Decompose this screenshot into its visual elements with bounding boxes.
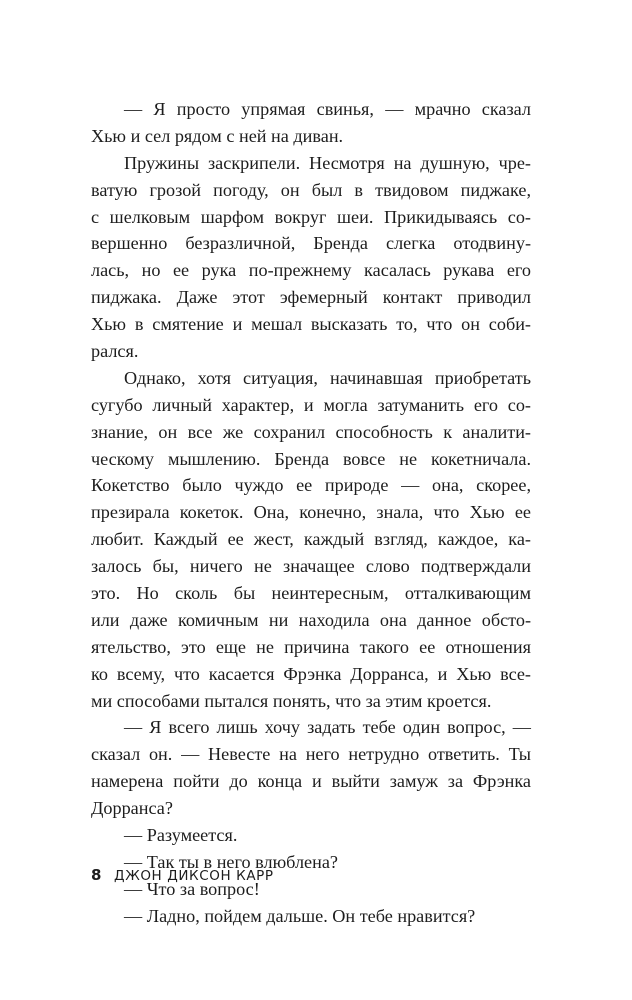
text-line: с шелковым шарфом вокруг шеи. Прикидываясь со- — [91, 206, 531, 227]
body-text — [91, 96, 531, 930]
text-line: залось бы, ничего не значащее слово подтверждали — [91, 556, 531, 577]
text-line: намерена пойти до конца и выйти замуж за Фрэнка — [91, 771, 531, 792]
text-line: — Так ты в него влюблена? — [124, 851, 338, 872]
text-line: — Я всего лишь хочу задать тебе один вопрос, — — [124, 717, 531, 738]
text-line: любит. Каждый ее жест, каждый взгляд, каждое, ка- — [91, 529, 531, 550]
text-line: Дорранса? — [91, 798, 173, 819]
text-line: Хью и сел рядом с ней на диван. — [91, 125, 344, 146]
text-line: сказал он. — Невесте на него нетрудно ответить. Ты — [91, 744, 531, 765]
running-head-author: ДЖОН ДИКСОН КАРР — [114, 868, 274, 884]
text-line: знание, он все же сохранил способность к аналити- — [91, 421, 531, 442]
text-line: вершенно безразличной, Бренда слегка отодвину- — [91, 233, 531, 254]
text-line: или даже комичным ни находила она данное обсто- — [91, 609, 531, 630]
text-line: — Что за вопрос! — [124, 878, 260, 899]
text-line: рался. — [91, 341, 139, 362]
text-line: — Разумеется. — [124, 825, 238, 846]
text-line: ватую грозой погоду, он был в твидовом пиджаке, — [91, 179, 531, 200]
page-footer — [91, 866, 274, 884]
page-number: 8 — [91, 866, 103, 884]
text-line: ческому мышлению. Бренда вовсе не кокетничала. — [91, 448, 531, 469]
text-line: сугубо личный характер, и могла затуманить его со- — [91, 394, 531, 415]
text-line: Кокетство было чуждо ее природе — она, скорее, — [91, 475, 531, 496]
text-line: презирала кокеток. Она, конечно, знала, что Хью ее — [91, 502, 531, 523]
text-line: ко всему, что касается Фрэнка Дорранса, и Хью все- — [91, 663, 531, 684]
text-line: это. Но сколь бы неинтересным, отталкивающим — [91, 583, 531, 604]
text-line: Однако, хотя ситуация, начинавшая приобретать — [124, 367, 531, 388]
text-line: — Ладно, пойдем дальше. Он тебе нравится? — [124, 905, 476, 926]
text-line: ми способами пытался понять, что за этим кроется. — [91, 690, 492, 711]
text-line: — Я просто упрямая свинья, — мрачно сказал — [124, 99, 531, 119]
text-line: Хью в смятение и мешал высказать то, что он соби- — [91, 314, 531, 335]
text-line: лась, но ее рука по-прежнему касалась рукава его — [91, 260, 531, 281]
text-line: пиджака. Даже этот эфемерный контакт приводил — [91, 287, 531, 308]
text-line: Пружины заскрипели. Несмотря на душную, чре- — [124, 152, 531, 173]
text-line: ятельство, это еще не причина такого ее отношения — [91, 636, 531, 657]
